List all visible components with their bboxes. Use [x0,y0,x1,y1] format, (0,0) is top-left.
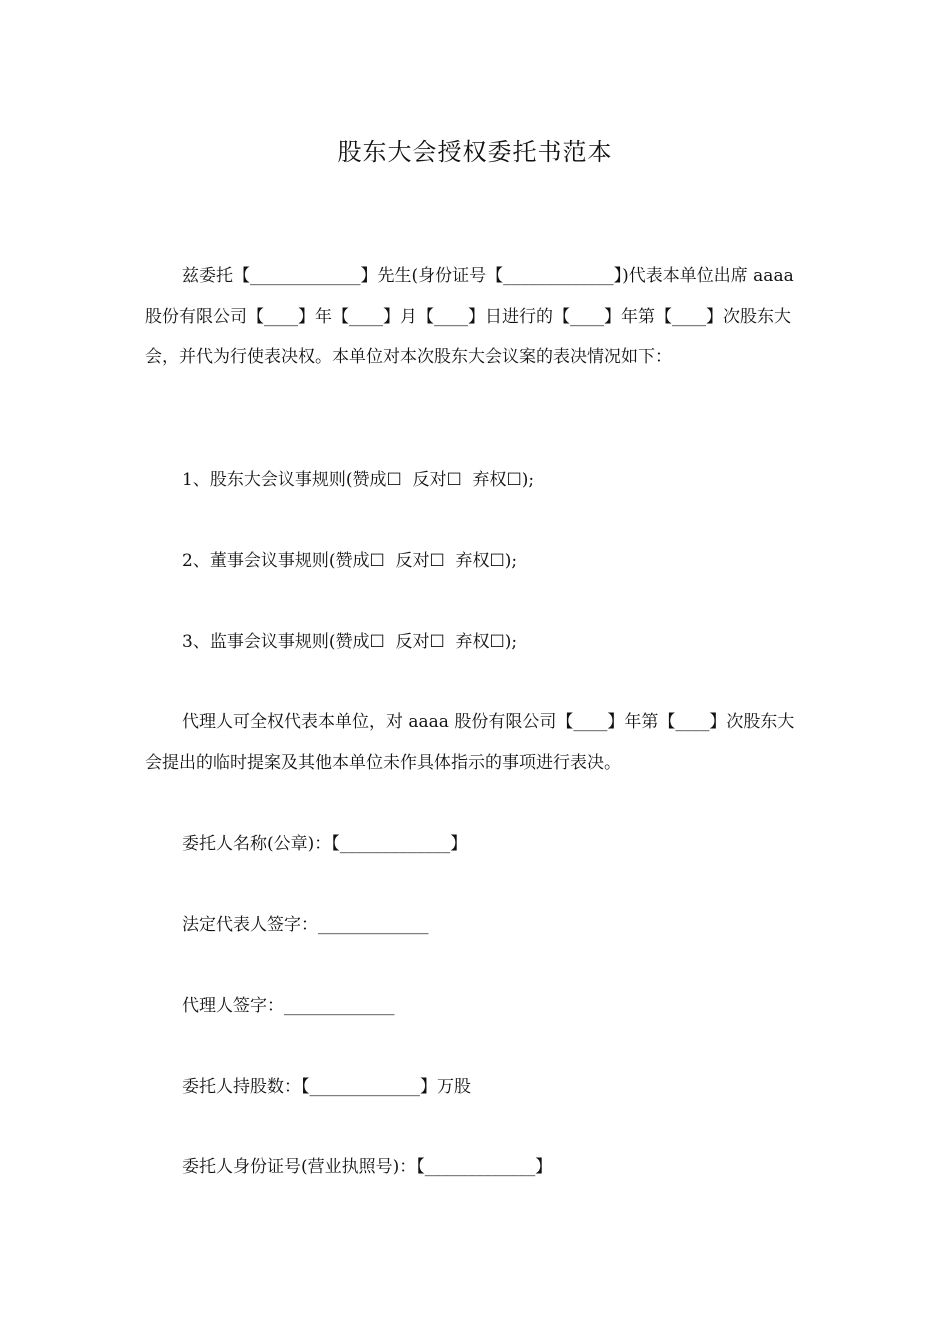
resolution-item-2: 2、董事会议事规则(赞成☐ 反对☐ 弃权☐); [182,551,518,571]
resolution-item-3: 3、监事会议事规则(赞成☐ 反对☐ 弃权☐); [182,632,518,652]
principal-name-field: 委托人名称(公章)：【_____________】 [182,834,468,854]
resolution-item-1: 1、股东大会议事规则(赞成☐ 反对☐ 弃权☐); [182,470,535,490]
shares-held-field: 委托人持股数：【_____________】万股 [182,1077,471,1097]
intro-paragraph: 兹委托【_____________】先生(身份证号【_____________】)代表本单位出席 aaaa 股份有限公司【____】年【____】月【____】日进行的【____】年第【____】次股东大会，并代为行使表决权。本单位对本次股东大会议案的表决情况如下： [145,266,800,367]
legal-rep-signature-field: 法定代表人签字：_____________ [182,915,429,935]
agent-signature-field: 代理人签字：_____________ [182,996,395,1016]
proxy-paragraph: 代理人可全权代表本单位，对 aaaa 股份有限公司【____】年第【____】次股东大会提出的临时提案及其他本单位未作具体指示的事项进行表决。 [145,712,795,773]
document-title: 股东大会授权委托书范本 [337,138,613,166]
principal-id-field: 委托人身份证号(营业执照号)：【_____________】 [182,1157,553,1177]
